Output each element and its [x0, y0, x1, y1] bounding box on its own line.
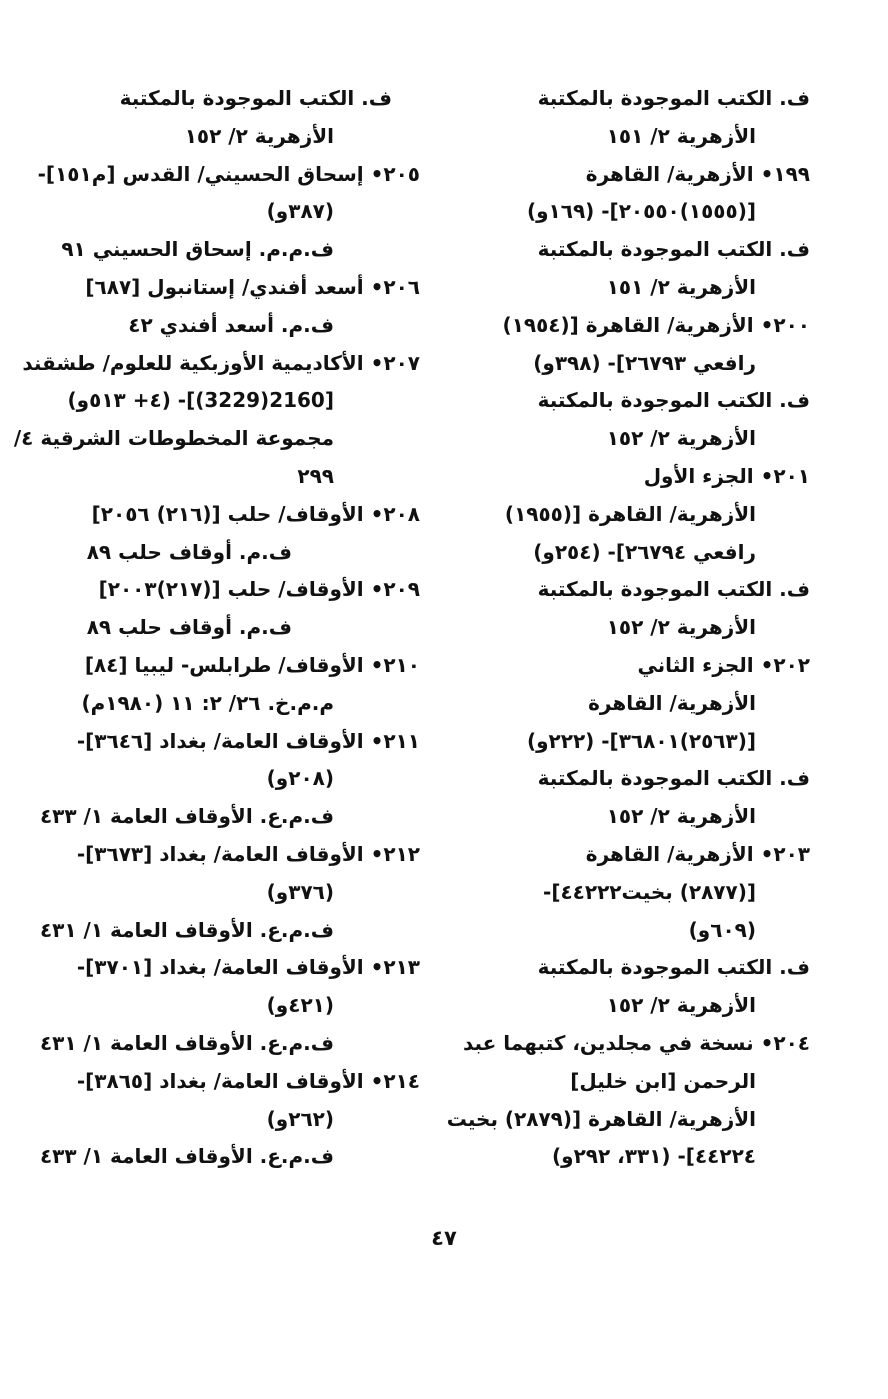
- entry-line: ٢٠٦• أسعد أفندي/ إستانبول [٦٨٧]: [85, 274, 420, 299]
- entry-line: ٢٩٩: [297, 463, 334, 488]
- entry-line: الأزهرية/ القاهرة [(١٩٥٥): [504, 501, 756, 526]
- entry-line: (٢٦٢و): [266, 1106, 334, 1131]
- entry-line: ٢٠٢• الجزء الثاني: [637, 652, 810, 677]
- entry-line: الأزهرية ٢/ ١٥٢: [606, 993, 756, 1018]
- entry-line: الأزهرية/ القاهرة [(٢٨٧٩) بخيت: [446, 1106, 756, 1131]
- entry-line: ف.م.ع. الأوقاف العامة ١/ ٤٣١: [39, 917, 334, 942]
- entry-line: ٢٠٨• الأوقاف/ حلب [(٢١٦) ٢٠٥٦]: [91, 501, 420, 526]
- entry-line: ٢٠٧• الأكاديمية الأوزبكية للعلوم/ طشقند: [22, 350, 420, 375]
- entry-line: [2160(3229)]- (٤+ ٥١٣و): [67, 388, 334, 413]
- entry-line: ١٩٩• الأزهرية/ القاهرة: [585, 161, 810, 186]
- entry-line: الأزهرية ٢/ ١٥١: [606, 123, 756, 148]
- page-number: ٤٧: [431, 1226, 457, 1250]
- entry-line: الأزهرية ٢/ ١٥٢: [606, 426, 756, 451]
- entry-line: الأزهرية/ القاهرة: [588, 690, 756, 715]
- entry-line: (٦٠٩و): [688, 917, 756, 942]
- entry-line: مجموعة المخطوطات الشرقية ٤/: [13, 426, 334, 451]
- entry-line: ف.م. أوقاف حلب ٨٩: [86, 615, 292, 640]
- entry-line: الأزهرية ٢/ ١٥٢: [184, 123, 334, 148]
- entry-line: الأزهرية ٢/ ١٥١: [606, 274, 756, 299]
- entry-line: ف.م. أسعد أفندي ٤٢: [128, 312, 334, 337]
- entry-line: ف. الكتب الموجودة بالمكتبة: [537, 86, 810, 110]
- entry-line: ف.م.ع. الأوقاف العامة ١/ ٤٣١: [39, 1030, 334, 1055]
- entry-line: الأزهرية ٢/ ١٥٢: [606, 804, 756, 829]
- entry-line: (٢٠٨و): [266, 766, 334, 791]
- entry-line: ف. الكتب الموجودة بالمكتبة: [537, 955, 810, 980]
- entry-line: [(١٥٥٥)٢٠٥٥٠]- (١٦٩و): [526, 199, 756, 224]
- entry-line: (٤٢١و): [266, 993, 334, 1018]
- entry-line: (٣٧٦و): [266, 879, 334, 904]
- entry-line: [(٢٥٦٣)٣٦٨٠١]- (٢٢٢و): [526, 728, 756, 753]
- entry-line: م.م.خ. ٢٦/ ٢: ١١ (١٩٨٠م): [81, 690, 334, 715]
- entry-line: ٢٠٩• الأوقاف/ حلب [(٢١٧)٢٠٠٣]: [98, 577, 420, 602]
- entry-line: ف.م. أوقاف حلب ٨٩: [86, 539, 292, 564]
- entry-line: ٢١٣• الأوقاف العامة/ بغداد [٣٧٠١]-: [76, 955, 420, 980]
- entry-line: ف.م.ع. الأوقاف العامة ١/ ٤٣٣: [39, 1144, 334, 1169]
- entry-line: الأزهرية ٢/ ١٥٢: [606, 615, 756, 640]
- entry-line: ف.م.ع. الأوقاف العامة ١/ ٤٣٣: [39, 804, 334, 829]
- entry-line: ف. الكتب الموجودة بالمكتبة: [537, 766, 810, 791]
- entry-line: ٢٠١• الجزء الأول: [643, 463, 810, 488]
- entry-line: رافعي ٢٦٧٩٣]- (٣٩٨و): [533, 350, 756, 375]
- entry-line: ٢٠٣• الأزهرية/ القاهرة: [585, 841, 810, 866]
- entry-line: ٢١٠• الأوقاف/ طرابلس- ليبيا [٨٤]: [84, 652, 420, 677]
- left-column: [13, 80, 420, 1176]
- entry-line: رافعي ٢٦٧٩٤]- (٢٥٤و): [533, 539, 756, 564]
- entry-line: ٤٤٢٢٤]- (٣٣١، ٢٩٢و): [552, 1144, 756, 1169]
- entry-line: ٢١١• الأوقاف العامة/ بغداد [٣٦٤٦]-: [76, 728, 420, 753]
- entry-line: ٢١٢• الأوقاف العامة/ بغداد [٣٦٧٣]-: [76, 841, 420, 866]
- entry-line: ٢١٤• الأوقاف العامة/ بغداد [٣٨٦٥]-: [76, 1068, 420, 1093]
- entry-line: ف. الكتب الموجودة بالمكتبة: [537, 237, 810, 262]
- entry-line: ف. الكتب الموجودة بالمكتبة: [537, 577, 810, 602]
- entry-line: ٢٠٠• الأزهرية/ القاهرة [(١٩٥٤): [502, 312, 810, 337]
- entry-line: ٢٠٤• نسخة في مجلدين، كتبهما عبد: [462, 1030, 810, 1055]
- entry-line: ٢٠٥• إسحاق الحسيني/ القدس [م١٥١]-: [37, 161, 420, 186]
- entry-line: [(٢٨٧٧) بخيت٤٤٢٢٢]-: [543, 879, 756, 904]
- entry-line: الرحمن [ابن خليل]: [570, 1068, 756, 1093]
- right-column: [446, 80, 810, 1176]
- entry-line: ف. الكتب الموجودة بالمكتبة: [537, 388, 810, 413]
- entry-line: ف.م.م. إسحاق الحسيني ٩١: [61, 237, 334, 262]
- entry-line: (٣٨٧و): [266, 199, 334, 224]
- entry-line: ف. الكتب الموجودة بالمكتبة: [119, 86, 392, 110]
